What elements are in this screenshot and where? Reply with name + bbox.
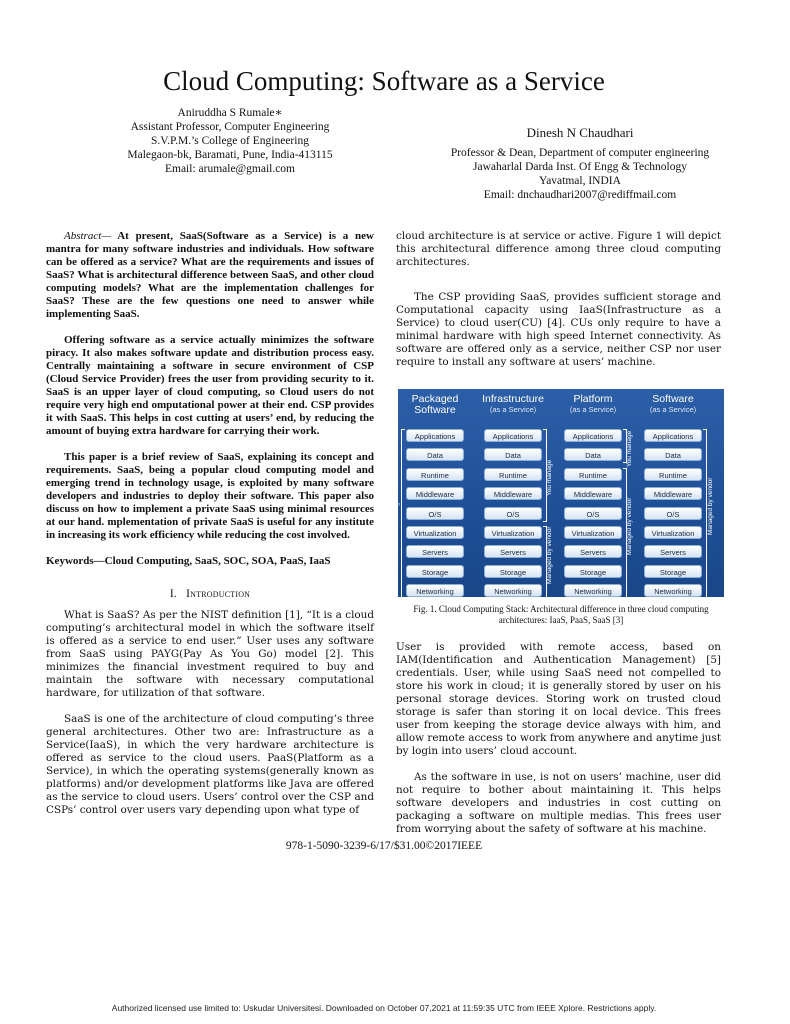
author-affiliation: Yavatmal, INDIA (539, 175, 621, 187)
author-affiliation: Assistant Professor, Computer Engineering (130, 121, 330, 133)
stack-column-title-text: Software (414, 404, 456, 416)
stack-column-title (634, 394, 712, 415)
body-paragraph: What is SaaS? As per the NIST definition [1], “It is a cloud computing’s architectural model in which the software itself is offered as a service to end user.” User uses any software from SaaS using PAYG(Pay As You Go) model [2]. This minimizes the financial investment required to buy and maintain the software with necessary computational hardware, for utilization of that software. (46, 609, 374, 699)
stack-column-subtitle: (as a Service) (569, 405, 617, 414)
stack-layer: Networking (644, 584, 702, 597)
stack-layer: Networking (484, 584, 542, 597)
author-email: Email: dnchaudhari2007@rediffmail.com (483, 189, 677, 201)
stack-bracket-label: You manage (626, 430, 633, 468)
stack-layer: Applications (406, 429, 464, 442)
abstract-paragraph: This paper is a brief review of SaaS, explaining its concept and requirements. SaaS, being a popular cloud computing model and emerging trend in technology usage, is exploited by many software developers and industries to deploy their software. This paper also discuss on how to implement a private SaaS using minimal resources at our hand. mplementation of private SaaS is useful for any institute in increasing its work efficiency while reducing the cost involved. (46, 451, 374, 541)
stack-layer: Middleware (406, 487, 464, 500)
stack-column-title-text: Packaged (411, 393, 459, 405)
stack-layer: Runtime (406, 468, 464, 481)
right-column (396, 230, 721, 382)
abstract-label: Abstract— (64, 230, 112, 242)
author-name: Aniruddha S Rumale∗ (177, 107, 283, 119)
stack-bracket-label: You manage (546, 460, 553, 497)
stack-column-title (396, 394, 474, 416)
body-paragraph: The CSP providing SaaS, provides sufficient storage and Computational capacity using IaaS(Infrastructure as a Service) to cloud user(CU) [4]. CUs only require to have a minimal hardware with high speed Internet connectivity. As software are offered only as a service, neither CSP nor user require to install any software at users’ machine. (396, 291, 721, 368)
stack-column-title (474, 394, 552, 415)
stack-layer: Middleware (644, 487, 702, 500)
stack-layer: O/S (484, 507, 542, 520)
stack-column-title-text: Software (652, 393, 694, 405)
paper-title: Cloud Computing: Software as a Service (163, 66, 605, 96)
author-affiliation: Professor & Dean, Department of computer engineering (450, 147, 710, 159)
stack-layer: Applications (484, 429, 542, 442)
body-paragraph: As the software in use, is not on users’ machine, user did not require to bother about maintaining it. This helps software developers and industries in cost cutting on packaging a software on multiple medias. This frees user from worrying about the safety of software at his machine. (396, 771, 721, 835)
abstract-text: At present, SaaS(Software as a Service) is a new mantra for many software industries and individuals. How software can be offered as a service? What are the requirements and issues of SaaS? What is architectural difference between SaaS, and other cloud computing models? What are the implementation challenges for SaaS? These are the few questions one need to answer while implementing SaaS. (46, 230, 374, 320)
keywords: Keywords—Cloud Computing, SaaS, SOC, SOA, PaaS, IaaS (46, 555, 331, 567)
cloud-stack-figure (393, 389, 724, 597)
stack-layer: Data (644, 448, 702, 461)
section-number: I. (169, 588, 177, 600)
stack-layer-list (564, 429, 622, 604)
stack-layer: Virtualization (484, 526, 542, 539)
stack-bracket-label: Managed by vendor (626, 497, 633, 555)
stack-layer: Virtualization (644, 526, 702, 539)
footer-isbn: 978-1-5090-3239-6/17/$31.00©2017IEEE (285, 840, 483, 852)
author-affiliation: S.V.P.M.’s College of Engineering (151, 135, 309, 147)
stack-layer: O/S (406, 507, 464, 520)
stack-column-title-text: Platform (573, 393, 613, 405)
stack-layer: Virtualization (406, 526, 464, 539)
section-title: Introduction (186, 588, 251, 600)
stack-layer: Servers (484, 545, 542, 558)
stack-layer-list (644, 429, 702, 604)
stack-layer-list (484, 429, 542, 604)
stack-bracket-label: Managed by vendor (546, 526, 553, 584)
body-paragraph: User is provided with remote access, based on IAM(Identification and Authentication Management) [5] credentials. User, while using SaaS need not compelled to store his work in cloud; it is generally stored by user on his personal storage devices. Storing work on trusted cloud storage is safer than storing it on local device. This frees user from keeping the storage device always with him, and allow remote access to work from anywhere and anytime just by login into users’ cloud account. (396, 641, 721, 757)
body-paragraph: cloud architecture is at service or active. Figure 1 will depict this architectural difference among three cloud computing architectures. (396, 230, 721, 268)
stack-layer: Networking (564, 584, 622, 597)
author-affiliation: Jawaharlal Darda Inst. Of Engg & Technology (473, 161, 687, 173)
stack-bracket-label: You manage (393, 498, 400, 536)
stack-layer: Servers (406, 545, 464, 558)
stack-layer: Networking (406, 584, 464, 597)
stack-layer: Virtualization (564, 526, 622, 539)
stack-bracket-label: Managed by vendor (707, 477, 714, 536)
stack-layer: O/S (644, 507, 702, 520)
author-block-1 (60, 106, 400, 176)
stack-layer: Servers (644, 545, 702, 558)
abstract-paragraph (46, 230, 374, 321)
figure-caption: Fig. 1. Cloud Computing Stack: Architectural difference in three cloud computing architectures: IaaS, PaaS, SaaS [3] (413, 604, 709, 625)
stack-layer: Storage (564, 565, 622, 578)
stack-layer: Middleware (484, 487, 542, 500)
footer-license: Authorized licensed use limited to: Uskudar Universitesi. Downloaded on October 07,2021 at 11:59:35 UTC from IEEE Xplore. Restrictions apply. (111, 1003, 657, 1013)
stack-layer: Applications (644, 429, 702, 442)
author-name: Dinesh N Chaudhari (526, 125, 634, 140)
stack-column-subtitle: (as a Service) (489, 405, 537, 414)
stack-layer: Data (564, 448, 622, 461)
stack-layer: Applications (564, 429, 622, 442)
stack-layer: Servers (564, 545, 622, 558)
stack-layer-list (406, 429, 464, 604)
author-affiliation: Malegaon-bk, Baramati, Pune, India-413115 (127, 149, 333, 161)
stack-layer: Storage (406, 565, 464, 578)
left-column (46, 230, 374, 830)
stack-layer: Data (484, 448, 542, 461)
stack-column-title-text: Infrastructure (482, 393, 544, 405)
stack-layer: Data (406, 448, 464, 461)
stack-layer: Middleware (564, 487, 622, 500)
stack-layer: Runtime (564, 468, 622, 481)
right-column-lower (396, 641, 721, 849)
abstract-paragraph: Offering software as a service actually minimizes the software piracy. It also makes software update and distribution process easy. Centrally maintaining a software in secure environment of CSP (Cloud Service Provider) frees the user from providing security to it. SaaS is an upper layer of cloud computing, so Cloud users do not require very high end omputational power at their end. CSP provides it with SaaS. This helps in cost cutting at users’ end, by reducing the amount of buying extra hardware for carrying their work. (46, 334, 374, 437)
stack-column-subtitle: (as a Service) (649, 405, 697, 414)
stack-layer: Runtime (484, 468, 542, 481)
stack-column-title (554, 394, 632, 415)
stack-layer: Storage (484, 565, 542, 578)
section-heading (46, 588, 374, 601)
author-email: Email: arumale@gmail.com (164, 163, 296, 175)
stack-layer: Runtime (644, 468, 702, 481)
author-block-2 (370, 126, 790, 202)
stack-layer: Storage (644, 565, 702, 578)
body-paragraph: SaaS is one of the architecture of cloud computing’s three general architectures. Other two are: Infrastructure as a Service(IaaS), in which the very hardware architecture is offered as service to the cloud users. PaaS(Platform as a Service), in which the operating systems(generally known as platforms) and/or development platforms like Java are offered as the service to cloud users. Users’ control over the CSP and CSPs’ control over users vary depending upon what type of (46, 713, 374, 816)
stack-bracket (401, 429, 405, 599)
stack-layer: O/S (564, 507, 622, 520)
